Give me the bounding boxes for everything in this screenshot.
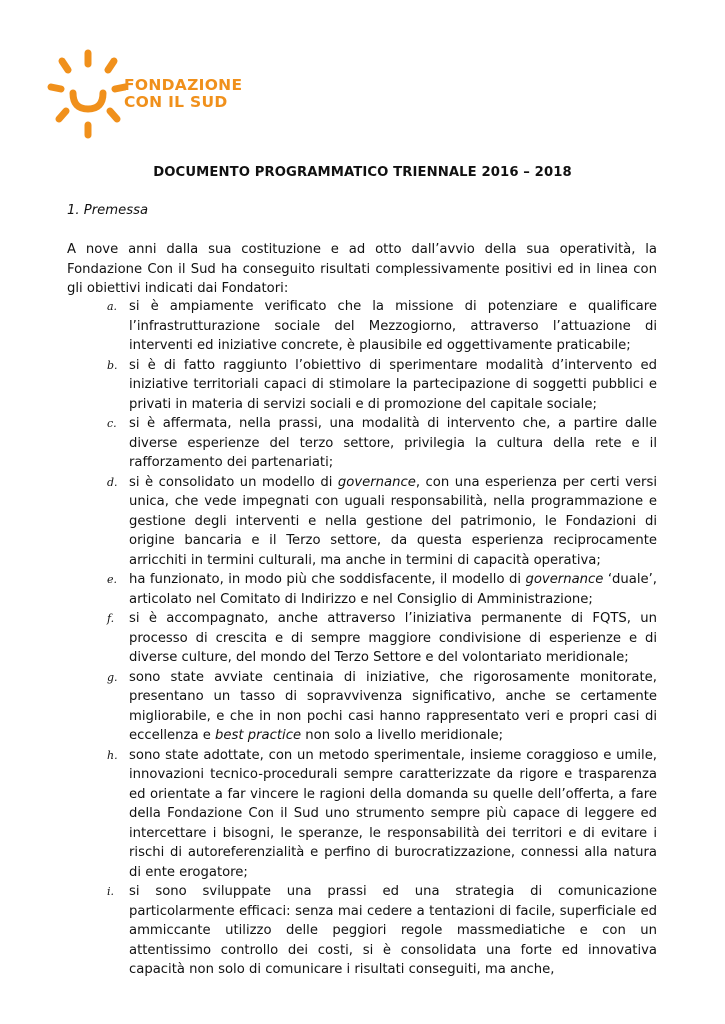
list-item [67,882,657,980]
list-item [67,356,657,415]
list-item-text: si sono sviluppate una prassi ed una strategia di comunicazione particolarmente efficaci: senza mai cedere a tentazioni di facile, superficiale ed ammiccante utilizzo delle peggiori regole massmediatiche e con un attentissimo controllo dei costi, si è consolidata una forte ed innovativa capacità non solo di comunicare i risultati conseguiti, ma anche, [129,884,657,977]
list-item-text: sono state adottate, con un metodo sperimentale, insieme coraggioso e umile, innovazioni tecnico-procedurali sempre caratterizzate da rigore e trasparenza ed orientate a far vincere le ragioni della domanda su quelle dell’offerta, a fare della Fondazione Con il Sud uno strumento sempre più capace di leggere ed intercettare i bisogni, le speranze, le responsabilità dei territori e di evitare i rischi di autoreferenzialità e perfino di burocratizzazione, connessi alla natura di ente erogatore; [129,747,657,880]
list-item-marker: a. [107,300,118,313]
list-item-text: non solo a livello meridionale; [301,728,504,743]
list-item [67,668,657,746]
section-heading: 1. Premessa [67,203,149,218]
list-item-emphasis: governance [337,474,416,490]
list-item-emphasis: best practice [215,728,302,743]
intro-paragraph: A nove anni dalla sua costituzione e ad otto dall’avvio della sua operatività, la Fondazione Con il Sud ha conseguito risultati complessivamente positivi ed in linea con gli obiettivi indicati dai Fondatori: [67,242,657,296]
list-item-marker: d. [107,475,118,489]
document-title: DOCUMENTO PROGRAMMATICO TRIENNALE 2016 – 2018 [153,165,572,180]
list-item-marker: c. [107,417,117,430]
list-item-marker: g. [107,670,118,684]
list-item [67,609,657,668]
list-item [67,473,657,571]
logo-text-line1: FONDAZIONE [124,76,243,94]
list-item [67,297,657,356]
list-item-text: ha funzionato, in modo più che soddisfacente, il modello di [129,572,526,587]
list-item-marker: h. [107,748,118,762]
list-item-text: si è consolidato un modello di [129,474,338,490]
list-item-marker: b. [107,358,118,372]
list-item [67,746,657,883]
list-item-marker: e. [107,573,118,586]
list-item-text: ‘duale’, articolato nel Comitato di Indirizzo e nel Consiglio di Amministrazione; [129,572,658,607]
list-item-text: si è ampiamente verificato che la missione di potenziare e qualificare l’infrastrutturazione sociale del Mezzogiorno, attraverso l’attuazione di interventi ed iniziative concrete, è plausibile ed oggettivamente praticabile; [129,299,657,353]
list-item-text: sono state avviate centinaia di iniziative, che rigorosamente monitorate, presentano un tasso di sopravvivenza significativo, anche se certamente migliorabile, e che in non pochi casi hanno rappresentato veri e propri casi di eccellenza e [129,669,657,743]
list-item [67,570,657,609]
list-item-marker: i. [107,885,115,898]
list-item-text: si è di fatto raggiunto l’obiettivo di sperimentare modalità d’intervento ed iniziative territoriali capaci di stimolare la partecipazione di soggetti pubblici e privati in materia di servizi sociali e di promozione del capitale sociale; [129,357,657,412]
list-item-text: , con una esperienza per certi versi unica, che vede impegnati con uguali responsabilità, nella programmazione e gestione degli interventi e nella gestione del patrimonio, le Fondazioni di origine bancaria e il Terzo settore, da questa esperienza reciprocamente arricchiti in termini culturali, ma anche in termini di capacità operativa; [129,474,657,568]
sun-logo-icon [46,47,126,147]
fondazione-logo [46,47,243,147]
list-item-marker: f. [107,612,115,625]
list-item [67,414,657,473]
list-item-text: si è affermata, nella prassi, una modalità di intervento che, a partire dalle diverse esperienze del terzo settore, privilegia la cultura della rete e il rafforzamento dei partenariati; [129,416,657,470]
list-item-emphasis: governance [525,572,604,587]
list-item-text: si è accompagnato, anche attraverso l’iniziativa permanente di FQTS, un processo di crescita e di sempre maggiore condivisione di esperienze e di diverse culture, del mondo del Terzo Settore e del volontariato meridionale; [129,611,657,665]
premises-list [67,297,657,980]
logo-text-line2: CON IL SUD [124,93,228,111]
